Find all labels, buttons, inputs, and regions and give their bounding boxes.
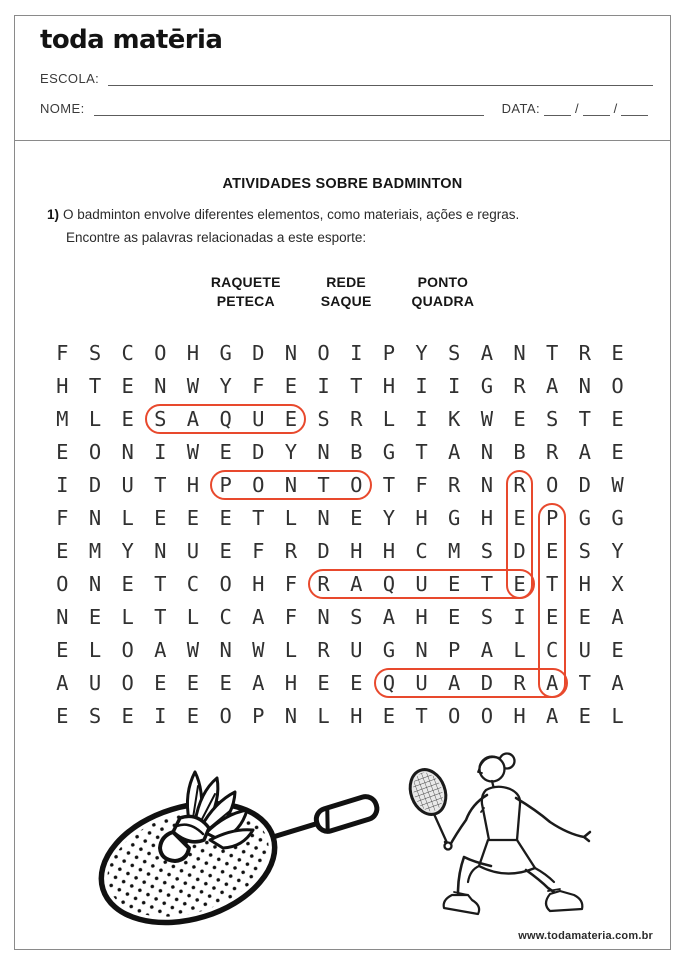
grid-letter: H — [382, 373, 396, 398]
grid-letter: R — [448, 472, 461, 497]
grid-letter: E — [546, 604, 559, 629]
grid-letter: I — [415, 406, 428, 431]
grid-letter: F — [252, 373, 265, 398]
grid-letter: F — [284, 571, 298, 596]
grid-letter: E — [317, 670, 330, 695]
grid-letter: N — [121, 439, 134, 464]
grid-letter: T — [415, 703, 428, 728]
grid-letter: R — [284, 538, 298, 563]
grid-letter: A — [546, 703, 559, 728]
grid-letter: X — [611, 571, 624, 596]
grid-letter: D — [88, 472, 102, 497]
grid-letter: G — [219, 340, 232, 365]
grid-letter: O — [154, 340, 167, 365]
grid-letter: I — [350, 340, 363, 365]
grid-letter: D — [317, 538, 330, 563]
question-text — [47, 203, 637, 249]
grid-letter: A — [448, 670, 461, 695]
grid-letter: N — [154, 373, 167, 398]
grid-letter: S — [546, 406, 559, 431]
player-racket-arm — [445, 795, 487, 847]
player-hand — [445, 843, 452, 850]
grid-letter: F — [415, 472, 428, 497]
grid-letter: L — [186, 604, 200, 629]
grid-letter: L — [121, 604, 134, 629]
grid-letter: A — [546, 670, 559, 695]
word-bank — [14, 273, 671, 310]
grid-letter: T — [350, 373, 363, 398]
grid-letter: A — [448, 439, 461, 464]
grid-letter: W — [611, 472, 624, 497]
grid-letter: T — [154, 571, 167, 596]
grid-letter: Q — [219, 406, 232, 431]
header-divider — [14, 140, 671, 141]
grid-letter: A — [611, 670, 624, 695]
grid-letter: L — [284, 637, 298, 662]
date-year-blank — [621, 100, 648, 116]
grid-letter: H — [186, 472, 200, 497]
player-head — [478, 754, 515, 782]
grid-letter: E — [56, 637, 69, 662]
grid-letter: E — [350, 505, 363, 530]
grid-letter: U — [415, 670, 428, 695]
grid-letter: N — [56, 604, 69, 629]
grid-letter: E — [56, 439, 69, 464]
grid-letter: O — [88, 439, 102, 464]
name-label: NOME: — [40, 101, 85, 116]
date-month-blank — [583, 100, 610, 116]
grid-letter: E — [186, 670, 200, 695]
grid-letter: C — [219, 604, 232, 629]
grid-letter: E — [611, 439, 624, 464]
player-back-leg — [526, 868, 582, 911]
grid-letter: H — [382, 538, 396, 563]
grid-letter: A — [350, 571, 363, 596]
grid-letter: N — [284, 472, 298, 497]
grid-letter: E — [88, 604, 102, 629]
grid-letter: Y — [415, 340, 428, 365]
player-back-arm — [516, 798, 590, 841]
grid-letter: H — [513, 703, 526, 728]
grid-letter: A — [154, 637, 167, 662]
grid-letter: O — [121, 637, 134, 662]
grid-letter: G — [480, 373, 494, 398]
grid-letter: I — [154, 703, 167, 728]
grid-letter: H — [252, 571, 265, 596]
word-bank-word: PONTO — [417, 274, 469, 290]
grid-letter: R — [578, 340, 591, 365]
grid-letter: Q — [382, 670, 396, 695]
name-fill-line — [94, 100, 484, 116]
grid-letter: Y — [284, 439, 298, 464]
grid-letter: E — [350, 670, 363, 695]
grid-letter: E — [382, 703, 396, 728]
grid-letter: P — [219, 472, 232, 497]
grid-letter: W — [186, 439, 200, 464]
grid-letter: I — [448, 373, 461, 398]
grid-letter: P — [448, 637, 461, 662]
grid-letter: O — [219, 703, 232, 728]
word-bank-word: PETECA — [216, 292, 275, 309]
grid-letter: N — [415, 637, 428, 662]
grid-letter: E — [154, 505, 167, 530]
grid-letter: S — [317, 406, 330, 431]
grid-letter: C — [186, 571, 200, 596]
grid-letter: E — [448, 571, 461, 596]
grid-letter: T — [154, 472, 167, 497]
grid-letter: O — [56, 571, 69, 596]
grid-letter: N — [317, 439, 330, 464]
grid-letter: H — [186, 340, 200, 365]
grid-letter: N — [578, 373, 591, 398]
grid-letter: R — [317, 571, 330, 596]
grid-letter: O — [611, 373, 624, 398]
grid-letter: E — [546, 538, 559, 563]
grid-letter: R — [513, 670, 526, 695]
grid-letter: I — [154, 439, 167, 464]
grid-letter: P — [382, 340, 396, 365]
grid-letter: D — [480, 670, 494, 695]
grid-letter: U — [415, 571, 428, 596]
date-slash: / — [574, 101, 579, 116]
grid-letter: G — [382, 637, 396, 662]
grid-letter: M — [56, 406, 69, 431]
grid-letter: E — [219, 439, 232, 464]
grid-letter: W — [186, 373, 200, 398]
grid-letter: T — [88, 373, 102, 398]
grid-letter: A — [480, 637, 494, 662]
grid-letter: E — [578, 604, 591, 629]
grid-letter: L — [317, 703, 330, 728]
worksheet-title: ATIVIDADES SOBRE BADMINTON — [222, 176, 463, 192]
grid-letter: O — [546, 472, 559, 497]
word-bank-column — [211, 273, 281, 310]
grid-letter: N — [284, 703, 298, 728]
grid-letter: G — [578, 505, 591, 530]
grid-letter: E — [121, 406, 134, 431]
grid-letter: E — [513, 571, 526, 596]
grid-letter: L — [88, 637, 102, 662]
website-url: www.todamateria.com.br — [518, 930, 653, 942]
grid-letter: U — [578, 637, 591, 662]
grid-letter: N — [219, 637, 232, 662]
grid-letter: L — [121, 505, 134, 530]
question-line-1: 1) O badminton envolve diferentes elementos, como materiais, ações e regras. — [47, 207, 520, 222]
grid-letter: T — [480, 571, 494, 596]
grid-letter: U — [350, 637, 363, 662]
grid-letter: U — [121, 472, 134, 497]
school-label: ESCOLA: — [40, 71, 100, 86]
grid-letter: A — [252, 604, 265, 629]
grid-letter: U — [88, 670, 102, 695]
name-date-row — [40, 100, 653, 116]
grid-letter: E — [121, 571, 134, 596]
grid-letter: E — [284, 373, 298, 398]
grid-letter: L — [88, 406, 102, 431]
grid-letter: H — [415, 604, 428, 629]
grid-letter: R — [350, 406, 363, 431]
grid-letter: E — [448, 604, 461, 629]
grid-letter: A — [480, 340, 494, 365]
grid-letter: T — [578, 670, 591, 695]
grid-letter: D — [252, 439, 265, 464]
school-fill-line — [108, 70, 653, 86]
grid-letter: I — [317, 373, 330, 398]
date-slash: / — [613, 101, 618, 116]
grid-letter: K — [448, 406, 461, 431]
grid-letter: A — [611, 604, 624, 629]
grid-letter: B — [513, 439, 526, 464]
word-bank-column — [321, 273, 372, 310]
badminton-player-illustration — [398, 742, 626, 944]
badminton-racket-illustration — [85, 748, 395, 950]
grid-letter: T — [252, 505, 265, 530]
grid-letter: C — [546, 637, 559, 662]
grid-letter: R — [513, 373, 526, 398]
grid-letter: E — [578, 703, 591, 728]
grid-letter: N — [317, 604, 330, 629]
grid-letter: A — [252, 670, 265, 695]
grid-letter: O — [219, 571, 232, 596]
grid-letter: G — [611, 505, 624, 530]
grid-letter: U — [252, 406, 265, 431]
grid-letter: G — [382, 439, 396, 464]
grid-letter: P — [252, 703, 265, 728]
grid-letter: H — [578, 571, 591, 596]
grid-letter: D — [513, 538, 526, 563]
grid-letter: T — [546, 340, 559, 365]
grid-letter: H — [284, 670, 298, 695]
grid-letter: W — [480, 406, 494, 431]
grid-letter: L — [513, 637, 526, 662]
grid-letter: T — [317, 472, 330, 497]
grid-letter: F — [252, 538, 265, 563]
word-bank-word: RAQUETE — [210, 274, 281, 290]
date-label: DATA: — [501, 101, 540, 116]
grid-letter: Y — [611, 538, 624, 563]
grid-letter: E — [219, 538, 232, 563]
grid-letter: M — [448, 538, 461, 563]
grid-letter: W — [186, 637, 200, 662]
player-skirt — [479, 840, 535, 874]
racket — [87, 752, 393, 943]
grid-letter: O — [121, 670, 134, 695]
grid-letter: A — [578, 439, 591, 464]
grid-letter: D — [578, 472, 591, 497]
grid-letter: P — [546, 505, 559, 530]
grid-letter: S — [480, 538, 494, 563]
grid-letter: E — [284, 406, 298, 431]
grid-letter: L — [382, 406, 396, 431]
grid-letter: Y — [382, 505, 396, 530]
grid-letter: T — [154, 604, 167, 629]
grid-letter: S — [448, 340, 461, 365]
grid-letter: E — [121, 703, 134, 728]
grid-letter: S — [578, 538, 591, 563]
grid-letter: F — [284, 604, 298, 629]
brand-logo: toda matēria — [40, 25, 223, 55]
grid-letter: N — [284, 340, 298, 365]
grid-letter: M — [88, 538, 102, 563]
grid-letter: N — [317, 505, 330, 530]
grid-letter: I — [513, 604, 526, 629]
word-bank-word: QUADRA — [411, 292, 475, 309]
grid-letter: A — [56, 670, 69, 695]
grid-letter: G — [448, 505, 461, 530]
grid-letter: N — [513, 340, 526, 365]
grid-letter: E — [56, 538, 69, 563]
grid-letter: E — [611, 406, 624, 431]
grid-letter: F — [56, 340, 69, 365]
grid-letter: W — [252, 637, 265, 662]
word-bank-word: SAQUE — [320, 292, 372, 309]
grid-letter: E — [611, 340, 624, 365]
grid-letter: A — [382, 604, 396, 629]
grid-letter: E — [186, 505, 200, 530]
grid-letter: S — [154, 406, 167, 431]
grid-letter: E — [611, 637, 624, 662]
grid-letter: S — [480, 604, 494, 629]
grid-letter: C — [121, 340, 134, 365]
grid-letter: B — [350, 439, 363, 464]
grid-letter: S — [88, 340, 102, 365]
grid-letter: L — [284, 505, 298, 530]
word-bank-column — [412, 273, 475, 310]
player-torso — [481, 781, 520, 844]
grid-letter: H — [350, 538, 363, 563]
grid-letter: O — [480, 703, 494, 728]
grid-letter: S — [350, 604, 363, 629]
grid-letter: T — [578, 406, 591, 431]
grid-letter: H — [480, 505, 494, 530]
grid-letter: E — [186, 703, 200, 728]
grid-letter: N — [154, 538, 167, 563]
grid-letter: H — [350, 703, 363, 728]
grid-letter: A — [186, 406, 200, 431]
grid-letter: E — [56, 703, 69, 728]
grid-letter: F — [56, 505, 69, 530]
grid-letter: E — [219, 505, 232, 530]
grid-letter: O — [252, 472, 265, 497]
grid-letter: I — [415, 373, 428, 398]
grid-letter: N — [88, 571, 102, 596]
grid-letter: A — [546, 373, 559, 398]
grid-letter: E — [513, 505, 526, 530]
grid-letter: O — [317, 340, 330, 365]
grid-letter: R — [513, 472, 526, 497]
grid-letter: L — [611, 703, 624, 728]
grid-letter: C — [415, 538, 428, 563]
grid-letter: O — [350, 472, 363, 497]
grid-letter: Y — [121, 538, 134, 563]
grid-letter: Y — [219, 373, 232, 398]
grid-letter: Q — [382, 571, 396, 596]
grid-letter: N — [480, 472, 494, 497]
question-number: 1) — [47, 207, 60, 222]
grid-letter: I — [56, 472, 69, 497]
school-field-row — [40, 70, 653, 86]
grid-letter: E — [121, 373, 134, 398]
grid-letter: T — [546, 571, 559, 596]
word-search-grid — [46, 336, 634, 732]
grid-letter: E — [513, 406, 526, 431]
grid-letter: T — [415, 439, 428, 464]
grid-letter: T — [382, 472, 396, 497]
grid-letter: O — [448, 703, 461, 728]
player-racket — [404, 765, 452, 845]
date-day-blank — [544, 100, 571, 116]
grid-letter: R — [546, 439, 559, 464]
grid-letter: N — [88, 505, 102, 530]
grid-letter: H — [56, 373, 69, 398]
grid-letter: D — [252, 340, 265, 365]
grid-letter: E — [219, 670, 232, 695]
grid-letter: E — [154, 670, 167, 695]
grid-letter: U — [186, 538, 200, 563]
grid-letter: N — [480, 439, 494, 464]
grid-letter: S — [88, 703, 102, 728]
grid-letter: H — [415, 505, 428, 530]
question-line-2: Encontre as palavras relacionadas a este esporte: — [66, 230, 367, 245]
word-bank-word: REDE — [326, 274, 366, 290]
grid-letter: R — [317, 637, 330, 662]
